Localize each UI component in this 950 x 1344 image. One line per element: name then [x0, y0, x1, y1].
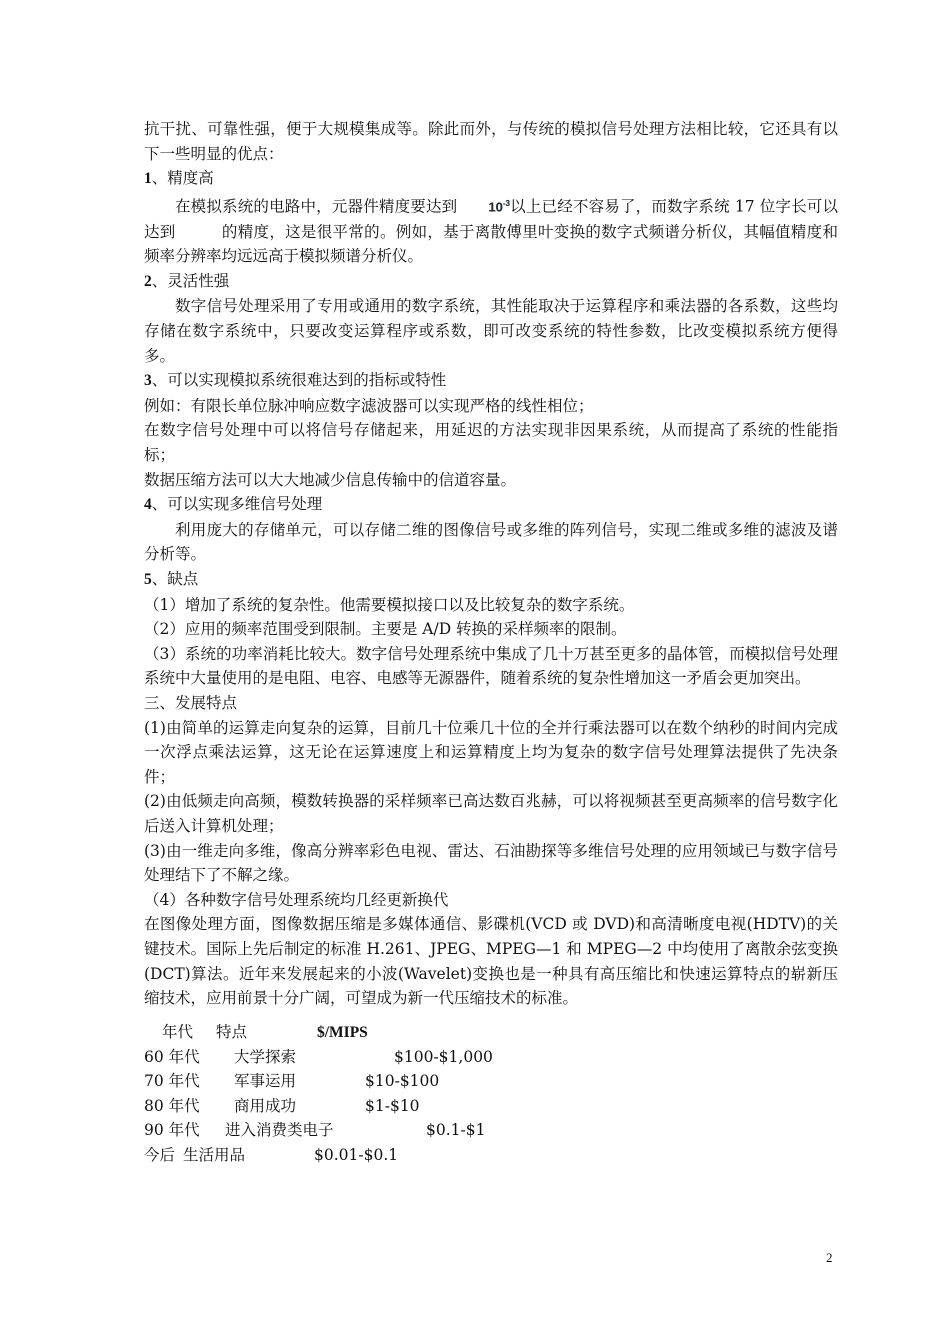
table-cell-cost: $10-$100 — [365, 1072, 440, 1091]
table-row — [144, 1045, 644, 1070]
section-1-text-c: 的精度，这是很平常的。例如，基于离散傅里叶变换的数字式频谱分析仪，其幅值精度和频率分辨率均远远高于模拟频谱分析仪。 — [144, 222, 838, 266]
table-cell-feature: 进入消费类电子 — [225, 1121, 334, 1140]
table-row — [144, 1118, 644, 1143]
section-5-item-1: （1）增加了系统的复杂性。他需要模拟接口以及比较复杂的数字系统。 — [144, 595, 635, 614]
table-cell-cost: $1-$10 — [365, 1096, 420, 1115]
section-2-paragraph: 数字信号处理采用了专用或通用的数字系统，其性能取决于运算程序和乘法器的各系数，这些均存储在数字系统中，只要改变运算程序或系数，即可改变系统的特性参数，比改变模拟系统方便得多。 — [144, 297, 838, 365]
section-5-number: 5 — [144, 571, 152, 589]
section-2-heading — [144, 269, 838, 295]
section-3-line-2: 在数字信号处理中可以将信号存储起来，用延迟的方法实现非因果系统，从而提高了系统的性能指标； — [144, 421, 838, 465]
development-item-4: （4）各种数字信号处理系统均几经更新换代 — [144, 890, 449, 909]
section-2-number: 2 — [144, 272, 152, 290]
section-5-item-3: （3）系统的功率消耗比较大。数字信号处理系统中集成了几十万甚至更多的晶体管，而模拟信号处理系统中大量使用的是电阻、电容、电感等无源器件，随着系统的复杂性增加这一矛盾会更加突出。 — [144, 644, 838, 688]
section-5-item-2: （2）应用的频率范围受到限制。主要是 A/D 转换的采样频率的限制。 — [144, 620, 627, 639]
formula-exponent: -3 — [502, 198, 510, 208]
table-cell-era: 90 年代 — [144, 1121, 200, 1140]
section-3-line-1: 例如：有限长单位脉冲响应数字滤波器可以实现严格的线性相位； — [144, 396, 594, 415]
document-body — [144, 117, 838, 1011]
intro-paragraph: 抗干扰、可靠性强，便于大规模集成等。除此而外，与传统的模拟信号处理方法相比较，它还具有以下一些明显的优点： — [144, 120, 838, 163]
table-cell-cost: $0.01-$0.1 — [314, 1145, 399, 1164]
table-cell-era: 今后 — [144, 1145, 176, 1164]
header-era: 年代 — [162, 1023, 194, 1041]
section-1-number: 1 — [144, 170, 152, 188]
table-cell-era: 60 年代 — [144, 1047, 200, 1066]
section-1-text-a: 在模拟系统的电路中，元器件精度要达到 — [175, 197, 458, 216]
development-item-3: (3)由一维走向多维，像高分辨率彩色电视、雷达、石油勘探等多维信号处理的应用领域已与数字信号处理结下了不解之缘。 — [144, 841, 838, 885]
section-3-number: 3 — [144, 372, 152, 390]
formula-base: 10 — [488, 199, 503, 215]
section-3-title: 、可以实现模拟系统很难达到的指标或特性 — [151, 371, 447, 390]
section-4-number: 4 — [144, 496, 152, 514]
table-header-row — [144, 1020, 644, 1045]
section-2-title: 、灵活性强 — [151, 271, 230, 290]
section-4-title: 、可以实现多维信号处理 — [151, 495, 323, 514]
section-1-paragraph — [144, 192, 838, 269]
section-3-heading — [144, 368, 838, 394]
section-1-title: 、精度高 — [151, 169, 214, 188]
section-1-text-b: 以上已经不容易了，而数字系统 17 位字长可以达到 — [144, 197, 838, 241]
header-cost: $/MIPS — [317, 1024, 368, 1041]
section-5-title: 、缺点 — [151, 570, 199, 589]
table-row — [144, 1094, 644, 1119]
header-feature: 特点 — [216, 1023, 248, 1041]
table-cell-feature: 商用成功 — [234, 1096, 297, 1115]
table-cell-feature: 大学探索 — [234, 1047, 297, 1066]
table-cell-era: 80 年代 — [144, 1096, 200, 1115]
mips-cost-table — [144, 1020, 644, 1168]
table-row — [144, 1143, 644, 1168]
development-heading: 三、发展特点 — [144, 693, 238, 712]
table-cell-cost: $0.1-$1 — [426, 1121, 486, 1140]
development-item-1: (1)由简单的运算走向复杂的运算，目前几十位乘几十位的全并行乘法器可以在数个纳秒的时间内完成一次浮点乘法运算，这无论在运算速度上和运算精度上均为复杂的数字信号处理算法提供了先决条件； — [144, 718, 838, 786]
table-cell-era: 70 年代 — [144, 1072, 200, 1091]
page-number: 2 — [826, 1250, 833, 1265]
section-4-heading — [144, 492, 838, 518]
section-3-line-3: 数据压缩方法可以大大地减少信息传输中的信道容量。 — [144, 470, 517, 489]
formula-image — [457, 192, 510, 220]
image-processing-paragraph: 在图像处理方面，图像数据压缩是多媒体通信、影碟机(VCD 或 DVD)和高清晰度电视(HDTV)的关键技术。国际上先后制定的标准 H.261、JPEG、MPEG—1 和 MPEG—2 中均使用了离散余弦变换(DCT)算法。近年来发展起来的小波(Wavelet)变换也是一种具有高压缩比和快速运算特点的崭新压缩技术，应用前景十分广阔，可望成为新一代压缩技术的标准。 — [144, 915, 838, 1008]
development-item-2: (2)由低频走向高频，模数转换器的采样频率已高达数百兆赫，可以将视频甚至更高频率的信号数字化后送入计算机处理； — [144, 792, 838, 835]
table-row — [144, 1069, 644, 1094]
table-cell-cost: $100-$1,000 — [394, 1047, 493, 1066]
section-5-heading — [144, 567, 838, 593]
section-1-heading — [144, 166, 838, 192]
table-cell-feature: 军事运用 — [234, 1072, 297, 1091]
table-cell-feature: 生活用品 — [183, 1145, 246, 1164]
section-4-paragraph: 利用庞大的存储单元，可以存储二维的图像信号或多维的阵列信号，实现二维或多维的滤波及谱分析等。 — [144, 520, 838, 564]
